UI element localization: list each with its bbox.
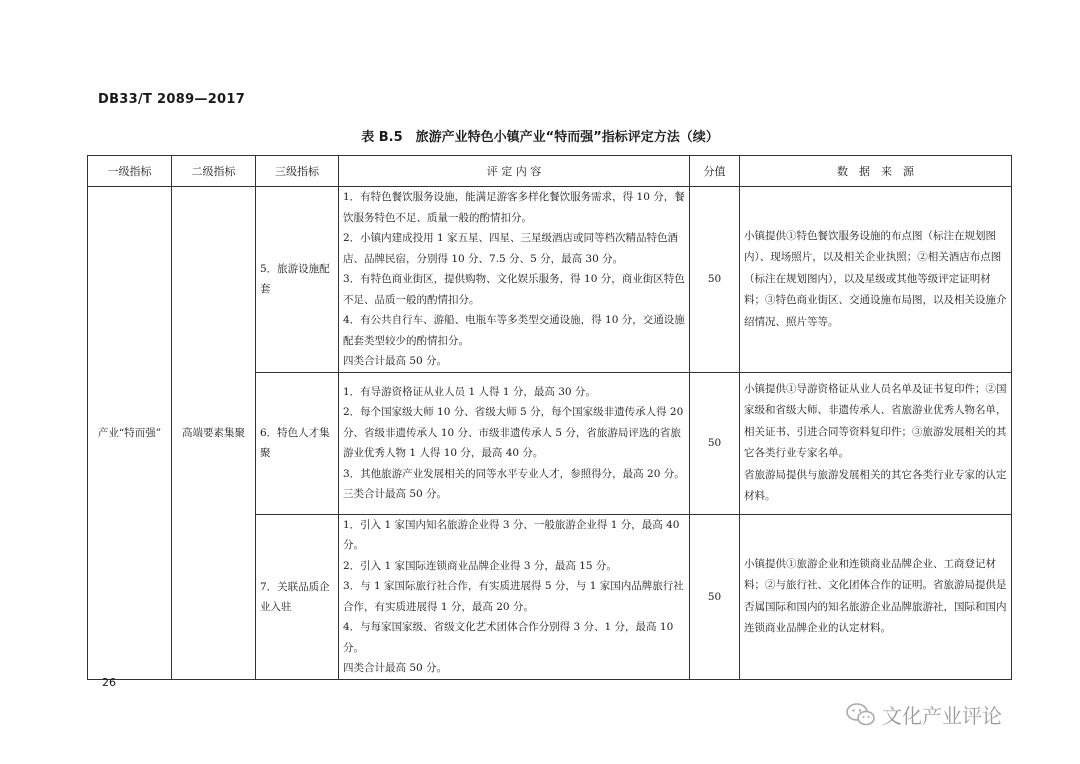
- column-header: 分值: [690, 156, 740, 187]
- column-header: 二级指标: [172, 156, 256, 187]
- column-header: 数 据 来 源: [740, 156, 1012, 187]
- content-line: 四类合计最高 50 分。: [343, 355, 448, 367]
- document-code: DB33/T 2089—2017: [98, 92, 246, 107]
- content-line: 1．引入 1 家国内知名旅游企业得 3 分、一般旅游企业得 1 分，最高 40 分。: [343, 518, 680, 551]
- watermark: [846, 700, 1002, 729]
- column-header: 一级指标: [88, 156, 172, 187]
- content-cell: [339, 187, 690, 373]
- wechat-icon: [846, 702, 876, 728]
- table-title: 表 B.5 旅游产业特色小镇产业“特而强”指标评定方法（续）: [361, 130, 719, 145]
- watermark-text: 文化产业评论: [882, 704, 1002, 728]
- level2-cell: 高端要素集聚: [172, 187, 256, 680]
- level3-cell: 7．关联品质企业入驻: [256, 514, 339, 679]
- column-header: 三级指标: [256, 156, 339, 187]
- page-number: 26: [102, 676, 116, 689]
- content-line: 2．每个国家级大师 10 分、省级大师 5 分，每个国家级非遗传承人得 20 分、省级非遗传承人 10 分、市级非遗传承人 5 分，省旅游局评选的省旅游业优秀人物 1 人得 10 分，最高 40 分。: [343, 406, 684, 459]
- source-cell: [740, 187, 1012, 373]
- level3-cell: 5．旅游设施配套: [256, 187, 339, 373]
- table-row: [88, 187, 1012, 373]
- source-line: 小镇提供①特色餐饮服务设施的布点图（标注在规划图内）、现场照片，以及相关企业执照；②相关酒店布点图（标注在规划图内），以及星级或其他等级评定证明材料；③特色商业街区、交通设施布局图，以及相关设施介绍情况、照片等等。: [744, 229, 1007, 328]
- content-line: 三类合计最高 50 分。: [343, 488, 448, 500]
- content-cell: [339, 514, 690, 679]
- content-line: 四类合计最高 50 分。: [343, 662, 448, 674]
- source-line: 小镇提供①旅游企业和连锁商业品牌企业、工商登记材料；②与旅行社、文化团体合作的证明。省旅游局提供是否属国际和国内的知名旅游企业品牌旅游社，国际和国内连锁商业品牌企业的认定材料。: [744, 557, 1007, 634]
- level3-cell: 6．特色人才集聚: [256, 372, 339, 514]
- content-line: 2．引入 1 家国际连锁商业品牌企业得 3 分，最高 15 分。: [343, 559, 617, 572]
- content-line: 2．小镇内建成投用 1 家五星、四星、三星级酒店或同等档次精品特色酒店、品牌民宿，分别得 10 分、7.5 分、5 分，最高 30 分。: [343, 232, 679, 265]
- content-line: 4．有公共自行车、游船、电瓶车等多类型交通设施，得 10 分，交通设施配套类型较少的酌情扣分。: [343, 314, 685, 347]
- source-line: 小镇提供①导游资格证从业人员名单及证书复印件；②国家级和省级大师、非遗传承人、省旅游业优秀人物名单，相关证书、引进合同等资料复印件；③旅游发展相关的其它各类行业专家名单。: [744, 382, 1007, 459]
- criteria-table: [87, 155, 1012, 680]
- score-cell: 50: [690, 372, 740, 514]
- content-line: 1．有特色餐饮服务设施，能满足游客多样化餐饮服务需求，得 10 分，餐饮服务特色不足、质量一般的酌情扣分。: [343, 191, 685, 224]
- column-header: 评 定 内 容: [339, 156, 690, 187]
- source-line: 省旅游局提供与旅游发展相关的其它各类行业专家的认定材料。: [744, 468, 1007, 502]
- level1-cell: 产业“特而强”: [88, 187, 172, 680]
- score-cell: 50: [690, 187, 740, 373]
- content-line: 1．有导游资格证从业人员 1 人得 1 分，最高 30 分。: [343, 385, 596, 398]
- score-cell: 50: [690, 514, 740, 679]
- source-cell: [740, 372, 1012, 514]
- content-cell: [339, 372, 690, 514]
- content-line: 3．其他旅游产业发展相关的同等水平专业人才，参照得分，最高 20 分。: [343, 467, 685, 480]
- table-header-row: [88, 156, 1012, 187]
- content-line: 4．与每家国家级、省级文化艺术团体合作分别得 3 分、1 分，最高 10 分。: [343, 621, 674, 654]
- content-line: 3．有特色商业街区，提供购物、文化娱乐服务，得 10 分，商业街区特色不足、品质一般的酌情扣分。: [343, 273, 685, 306]
- content-line: 3．与 1 家国际旅行社合作，有实质进展得 5 分，与 1 家国内品牌旅行社合作，有实质进展得 1 分，最高 20 分。: [343, 580, 684, 613]
- source-cell: [740, 514, 1012, 679]
